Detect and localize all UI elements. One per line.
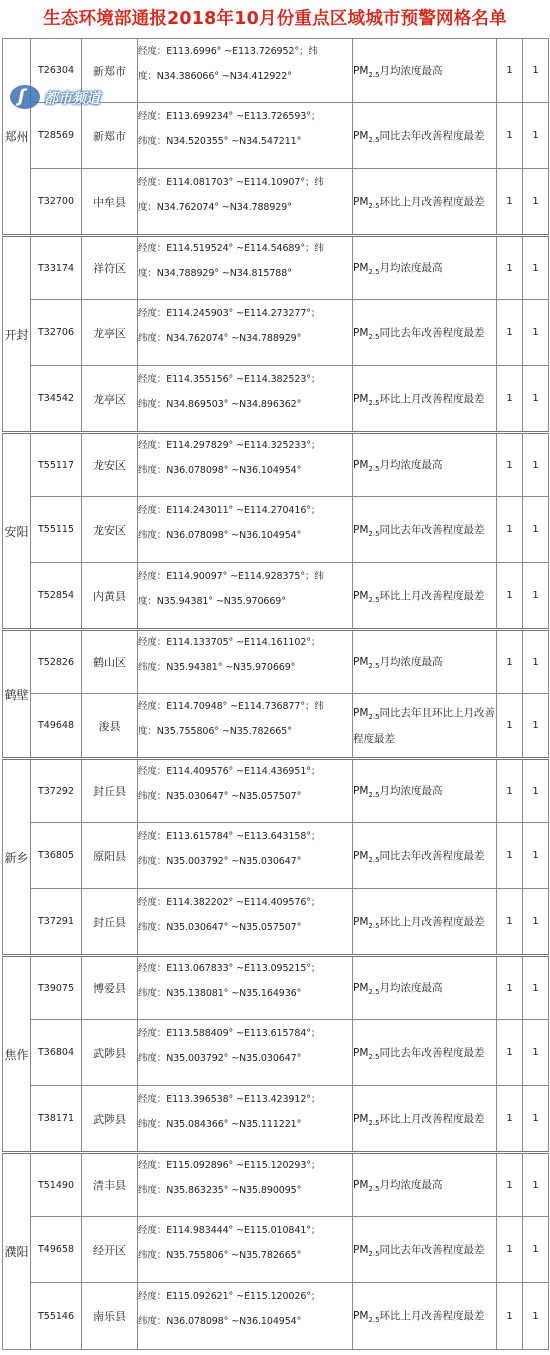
reason-text: 月均浓度最高 <box>379 64 443 77</box>
reason-cell <box>353 1020 497 1086</box>
count-cell: 1 <box>523 823 549 889</box>
reason-text: 同比去年改善程度最差 <box>379 1243 485 1256</box>
pm-label: PM <box>353 523 369 536</box>
district-cell: 中牟县 <box>82 169 138 236</box>
district-cell: 博爱县 <box>82 956 138 1020</box>
coordinate-line: 纬度：N36.078098° ~N36.104954° <box>138 529 302 541</box>
count-cell: 1 <box>497 1283 523 1350</box>
pm-label: PM <box>353 706 369 719</box>
coordinate-cell <box>138 433 353 497</box>
count-cell: 1 <box>523 433 549 497</box>
grid-id-cell: T55115 <box>31 497 82 563</box>
count-cell: 1 <box>497 694 523 759</box>
reason-cell <box>353 300 497 366</box>
reason-text: 同比去年改善程度最差 <box>379 523 485 536</box>
reason-cell <box>353 630 497 694</box>
coordinate-cell <box>138 823 353 889</box>
coordinate-line: 经度：E115.092896° ~E115.120293°； <box>138 1160 321 1171</box>
table-row <box>3 1217 549 1283</box>
district-cell: 龙安区 <box>82 433 138 497</box>
grid-id-cell: T36804 <box>31 1020 82 1086</box>
count-cell: 1 <box>497 236 523 300</box>
count-cell: 1 <box>497 630 523 694</box>
coordinate-cell <box>138 169 353 236</box>
coordinate-cell <box>138 759 353 823</box>
pm-subscript: 2.5 <box>368 791 380 800</box>
pm-subscript: 2.5 <box>368 921 380 930</box>
coordinate-line: 纬度：N35.030647° ~N35.057507° <box>138 921 302 933</box>
coordinate-line: 度：N34.788929° ~N34.815788° <box>138 268 292 279</box>
table-row <box>3 694 549 759</box>
count-cell: 1 <box>523 366 549 433</box>
grid-id-cell: T32700 <box>31 169 82 236</box>
count-cell: 1 <box>523 1086 549 1153</box>
table-row <box>3 563 549 630</box>
pm-label: PM <box>353 982 369 994</box>
table-row <box>3 956 549 1020</box>
pm-subscript: 2.5 <box>368 398 380 407</box>
coordinate-line: 纬度：N36.078098° ~N36.104954° <box>138 465 302 476</box>
count-cell: 1 <box>523 1283 549 1350</box>
coordinate-line: 经度：E114.70948° ~E114.736877°；纬 <box>138 700 324 712</box>
count-cell: 1 <box>523 497 549 563</box>
pm-label: PM <box>353 1046 369 1059</box>
count-cell: 1 <box>497 759 523 823</box>
district-cell: 新郑市 <box>82 39 138 103</box>
reason-text: 月均浓度最高 <box>379 262 443 274</box>
page-title: 生态环境部通报2018年10月份重点区域城市预警网格名单 <box>43 9 507 29</box>
district-cell: 封丘县 <box>82 889 138 956</box>
reason-text: 月均浓度最高 <box>379 656 443 668</box>
pm-label: PM <box>353 849 369 862</box>
count-cell: 1 <box>523 1020 549 1086</box>
count-cell: 1 <box>523 300 549 366</box>
coordinate-cell <box>138 1217 353 1283</box>
coordinate-line: 度：N35.755806° ~N35.782665° <box>138 725 292 737</box>
table-row <box>3 300 549 366</box>
pm-subscript: 2.5 <box>368 1118 380 1127</box>
district-cell: 武陟县 <box>82 1020 138 1086</box>
count-cell: 1 <box>523 759 549 823</box>
table-row <box>3 630 549 694</box>
warning-grid-table <box>2 38 549 1350</box>
watermark-text: 都市频道 <box>44 91 100 107</box>
city-cell: 新乡 <box>3 759 31 956</box>
coordinate-line: 经度：E114.081703° ~E114.10907°；纬 <box>138 176 324 188</box>
district-cell: 清丰县 <box>82 1153 138 1217</box>
coordinate-line: 纬度：N34.762074° ~N34.788929° <box>138 332 302 344</box>
pm-subscript: 2.5 <box>368 1249 380 1258</box>
pm-subscript: 2.5 <box>368 1185 380 1194</box>
reason-text: 同比去年且环比上月改善程度最差 <box>353 706 496 745</box>
coordinate-cell <box>138 694 353 759</box>
coordinate-line: 经度：E114.245903° ~E114.273277°； <box>138 307 321 319</box>
pm-label: PM <box>353 656 369 668</box>
reason-cell <box>353 694 497 759</box>
coordinate-line: 经度：E114.983444° ~E115.010841°； <box>138 1224 321 1236</box>
coordinate-line: 纬度：N35.94381° ~N35.970669° <box>138 662 296 673</box>
count-cell: 1 <box>523 1153 549 1217</box>
reason-cell <box>353 236 497 300</box>
count-cell: 1 <box>497 433 523 497</box>
count-cell: 1 <box>523 236 549 300</box>
district-cell: 封丘县 <box>82 759 138 823</box>
count-cell: 1 <box>497 1153 523 1217</box>
reason-cell <box>353 1283 497 1350</box>
table-row <box>3 1086 549 1153</box>
count-cell: 1 <box>497 1020 523 1086</box>
district-cell: 浚县 <box>82 694 138 759</box>
coordinate-line: 经度：E114.133705° ~E114.161102°； <box>138 637 321 648</box>
coordinate-line: 纬度：N35.138081° ~N35.164936° <box>138 988 302 999</box>
coordinate-cell <box>138 39 353 103</box>
count-cell: 1 <box>523 39 549 103</box>
grid-id-cell: T39075 <box>31 956 82 1020</box>
watermark-logo <box>10 85 130 109</box>
pm-subscript: 2.5 <box>368 135 380 144</box>
coordinate-cell <box>138 1086 353 1153</box>
pm-label: PM <box>353 392 369 405</box>
reason-cell <box>353 433 497 497</box>
reason-cell <box>353 103 497 169</box>
coordinate-line: 纬度：N35.003792° ~N35.030647° <box>138 855 302 867</box>
grid-id-cell: T49648 <box>31 694 82 759</box>
grid-id-cell: T37291 <box>31 889 82 956</box>
coordinate-cell <box>138 103 353 169</box>
district-cell: 新郑市 <box>82 103 138 169</box>
pm-subscript: 2.5 <box>368 268 380 277</box>
district-cell: 祥符区 <box>82 236 138 300</box>
city-cell: 鹤壁 <box>3 630 31 759</box>
coordinate-line: 纬度：N35.084366° ~N35.111221° <box>138 1118 302 1130</box>
district-cell: 龙亭区 <box>82 300 138 366</box>
reason-text: 同比去年改善程度最差 <box>379 849 485 862</box>
pm-label: PM <box>353 785 369 797</box>
table-row <box>3 236 549 300</box>
pm-subscript: 2.5 <box>368 595 380 604</box>
reason-text: 月均浓度最高 <box>379 982 443 994</box>
coordinate-line: 经度：E114.90097° ~E114.928375°；纬 <box>138 570 324 582</box>
table-row <box>3 1153 549 1217</box>
city-cell: 开封 <box>3 236 31 433</box>
reason-text: 环比上月改善程度最差 <box>379 392 485 405</box>
reason-cell <box>353 823 497 889</box>
reason-cell <box>353 497 497 563</box>
table-row <box>3 759 549 823</box>
logo-mark-icon: ʃ <box>18 86 26 107</box>
grid-id-cell: T51490 <box>31 1153 82 1217</box>
pm-subscript: 2.5 <box>368 70 380 79</box>
count-cell: 1 <box>497 39 523 103</box>
pm-label: PM <box>353 326 369 339</box>
grid-id-cell: T32706 <box>31 300 82 366</box>
pm-label: PM <box>353 262 369 274</box>
district-cell: 南乐县 <box>82 1283 138 1350</box>
coordinate-line: 纬度：N35.030647° ~N35.057507° <box>138 791 302 802</box>
coordinate-line: 经度：E113.396538° ~E113.423912°； <box>138 1093 321 1105</box>
grid-id-cell: T49658 <box>31 1217 82 1283</box>
coordinate-line: 经度：E114.243011° ~E114.270416°； <box>138 504 321 516</box>
coordinate-line: 度：N34.762074° ~N34.788929° <box>138 201 292 213</box>
coordinate-line: 经度：E115.092621° ~E115.120026°； <box>138 1291 321 1302</box>
district-cell: 内黄县 <box>82 563 138 630</box>
reason-cell <box>353 889 497 956</box>
district-cell: 经开区 <box>82 1217 138 1283</box>
pm-label: PM <box>353 195 369 208</box>
table-row <box>3 1020 549 1086</box>
table-row <box>3 169 549 236</box>
pm-subscript: 2.5 <box>368 201 380 210</box>
grid-id-cell: T52854 <box>31 563 82 630</box>
city-cell: 濮阳 <box>3 1153 31 1350</box>
table-row <box>3 889 549 956</box>
district-cell: 龙安区 <box>82 497 138 563</box>
coordinate-line: 经度：E113.615784° ~E113.643158°； <box>138 830 321 842</box>
coordinate-line: 经度：E114.382202° ~E114.409576°； <box>138 896 321 908</box>
count-cell: 1 <box>523 103 549 169</box>
coordinate-cell <box>138 236 353 300</box>
district-cell: 龙亭区 <box>82 366 138 433</box>
coordinate-cell <box>138 1020 353 1086</box>
reason-text: 环比上月改善程度最差 <box>379 1112 485 1125</box>
count-cell: 1 <box>523 889 549 956</box>
count-cell: 1 <box>523 1217 549 1283</box>
city-cell: 安阳 <box>3 433 31 630</box>
count-cell: 1 <box>497 823 523 889</box>
reason-text: 月均浓度最高 <box>379 459 443 471</box>
city-cell: 郑州 <box>3 39 31 236</box>
reason-cell <box>353 956 497 1020</box>
count-cell: 1 <box>523 956 549 1020</box>
count-cell: 1 <box>497 300 523 366</box>
pm-subscript: 2.5 <box>368 712 380 721</box>
count-cell: 1 <box>497 1086 523 1153</box>
reason-text: 同比去年改善程度最差 <box>379 326 485 339</box>
table-row <box>3 497 549 563</box>
count-cell: 1 <box>523 563 549 630</box>
coordinate-line: 经度：E113.588409° ~E113.615784°； <box>138 1027 321 1039</box>
pm-subscript: 2.5 <box>368 855 380 864</box>
count-cell: 1 <box>523 630 549 694</box>
coordinate-cell <box>138 300 353 366</box>
reason-cell <box>353 1086 497 1153</box>
grid-id-cell: T52826 <box>31 630 82 694</box>
coordinate-cell <box>138 497 353 563</box>
coordinate-cell <box>138 366 353 433</box>
reason-text: 同比去年改善程度最差 <box>379 129 485 142</box>
coordinate-line: 纬度：N34.869503° ~N34.896362° <box>138 398 302 410</box>
district-cell: 原阳县 <box>82 823 138 889</box>
grid-id-cell: T55146 <box>31 1283 82 1350</box>
pm-subscript: 2.5 <box>368 529 380 538</box>
city-cell: 焦作 <box>3 956 31 1153</box>
pm-label: PM <box>353 129 369 142</box>
coordinate-line: 经度：E114.355156° ~E114.382523°； <box>138 373 321 385</box>
coordinate-line: 纬度：N34.520355° ~N34.547211° <box>138 135 302 147</box>
count-cell: 1 <box>523 169 549 236</box>
grid-id-cell: T28569 <box>31 103 82 169</box>
reason-text: 环比上月改善程度最差 <box>379 915 485 928</box>
pm-subscript: 2.5 <box>368 1052 380 1061</box>
reason-cell <box>353 1153 497 1217</box>
pm-label: PM <box>353 1179 369 1191</box>
reason-cell <box>353 39 497 103</box>
reason-text: 环比上月改善程度最差 <box>379 1310 485 1322</box>
pm-label: PM <box>353 1243 369 1256</box>
coordinate-line: 经度：E114.519524° ~E114.54689°；纬 <box>138 243 324 254</box>
table-row <box>3 823 549 889</box>
coordinate-line: 经度：E113.067833° ~E113.095215°； <box>138 963 321 974</box>
pm-label: PM <box>353 915 369 928</box>
pm-subscript: 2.5 <box>368 465 380 474</box>
grid-id-cell: T33174 <box>31 236 82 300</box>
count-cell: 1 <box>497 1217 523 1283</box>
table-row <box>3 103 549 169</box>
pm-subscript: 2.5 <box>368 662 380 671</box>
count-cell: 1 <box>523 694 549 759</box>
reason-text: 月均浓度最高 <box>379 1179 443 1191</box>
reason-text: 环比上月改善程度最差 <box>379 589 485 602</box>
grid-id-cell: T55117 <box>31 433 82 497</box>
coordinate-line: 经度：E114.297829° ~E114.325233°； <box>138 440 321 451</box>
grid-id-cell: T38171 <box>31 1086 82 1153</box>
count-cell: 1 <box>497 169 523 236</box>
coordinate-cell <box>138 956 353 1020</box>
pm-subscript: 2.5 <box>368 1316 380 1325</box>
coordinate-line: 经度：E113.699234° ~E113.726593°； <box>138 110 321 122</box>
coordinate-line: 度：N34.386066° ~N34.412922° <box>138 70 292 82</box>
coordinate-cell <box>138 563 353 630</box>
reason-cell <box>353 366 497 433</box>
coordinate-cell <box>138 630 353 694</box>
reason-cell <box>353 169 497 236</box>
coordinate-cell <box>138 1153 353 1217</box>
table-row <box>3 433 549 497</box>
pm-subscript: 2.5 <box>368 988 380 997</box>
coordinate-line: 纬度：N35.755806° ~N35.782665° <box>138 1249 302 1261</box>
count-cell: 1 <box>497 956 523 1020</box>
count-cell: 1 <box>497 497 523 563</box>
coordinate-line: 纬度：N36.078098° ~N36.104954° <box>138 1316 302 1327</box>
coordinate-cell <box>138 889 353 956</box>
count-cell: 1 <box>497 563 523 630</box>
count-cell: 1 <box>497 103 523 169</box>
pm-label: PM <box>353 1112 369 1125</box>
pm-label: PM <box>353 589 369 602</box>
reason-cell <box>353 759 497 823</box>
reason-text: 环比上月改善程度最差 <box>379 195 485 208</box>
reason-text: 同比去年改善程度最差 <box>379 1046 485 1059</box>
coordinate-line: 经度：E114.409576° ~E114.436951°； <box>138 766 321 777</box>
coordinate-line: 纬度：N35.003792° ~N35.030647° <box>138 1052 302 1064</box>
reason-cell <box>353 563 497 630</box>
table-body <box>3 39 549 1350</box>
coordinate-line: 经度：E113.6996° ~E113.726952°；纬 <box>138 45 318 57</box>
grid-id-cell: T36805 <box>31 823 82 889</box>
coordinate-line: 度：N35.94381° ~N35.970669° <box>138 595 286 607</box>
coordinate-line: 纬度：N35.863235° ~N35.890095° <box>138 1185 302 1196</box>
count-cell: 1 <box>497 366 523 433</box>
grid-id-cell: T26304 <box>31 39 82 103</box>
pm-subscript: 2.5 <box>368 332 380 341</box>
district-cell: 鹤山区 <box>82 630 138 694</box>
pm-label: PM <box>353 459 369 471</box>
grid-id-cell: T37292 <box>31 759 82 823</box>
table-row <box>3 366 549 433</box>
coordinate-cell <box>138 1283 353 1350</box>
reason-text: 月均浓度最高 <box>379 785 443 797</box>
count-cell: 1 <box>497 889 523 956</box>
district-cell: 武陟县 <box>82 1086 138 1153</box>
pm-label: PM <box>353 64 369 77</box>
reason-cell <box>353 1217 497 1283</box>
pm-label: PM <box>353 1310 369 1322</box>
table-row <box>3 1283 549 1350</box>
grid-id-cell: T34542 <box>31 366 82 433</box>
